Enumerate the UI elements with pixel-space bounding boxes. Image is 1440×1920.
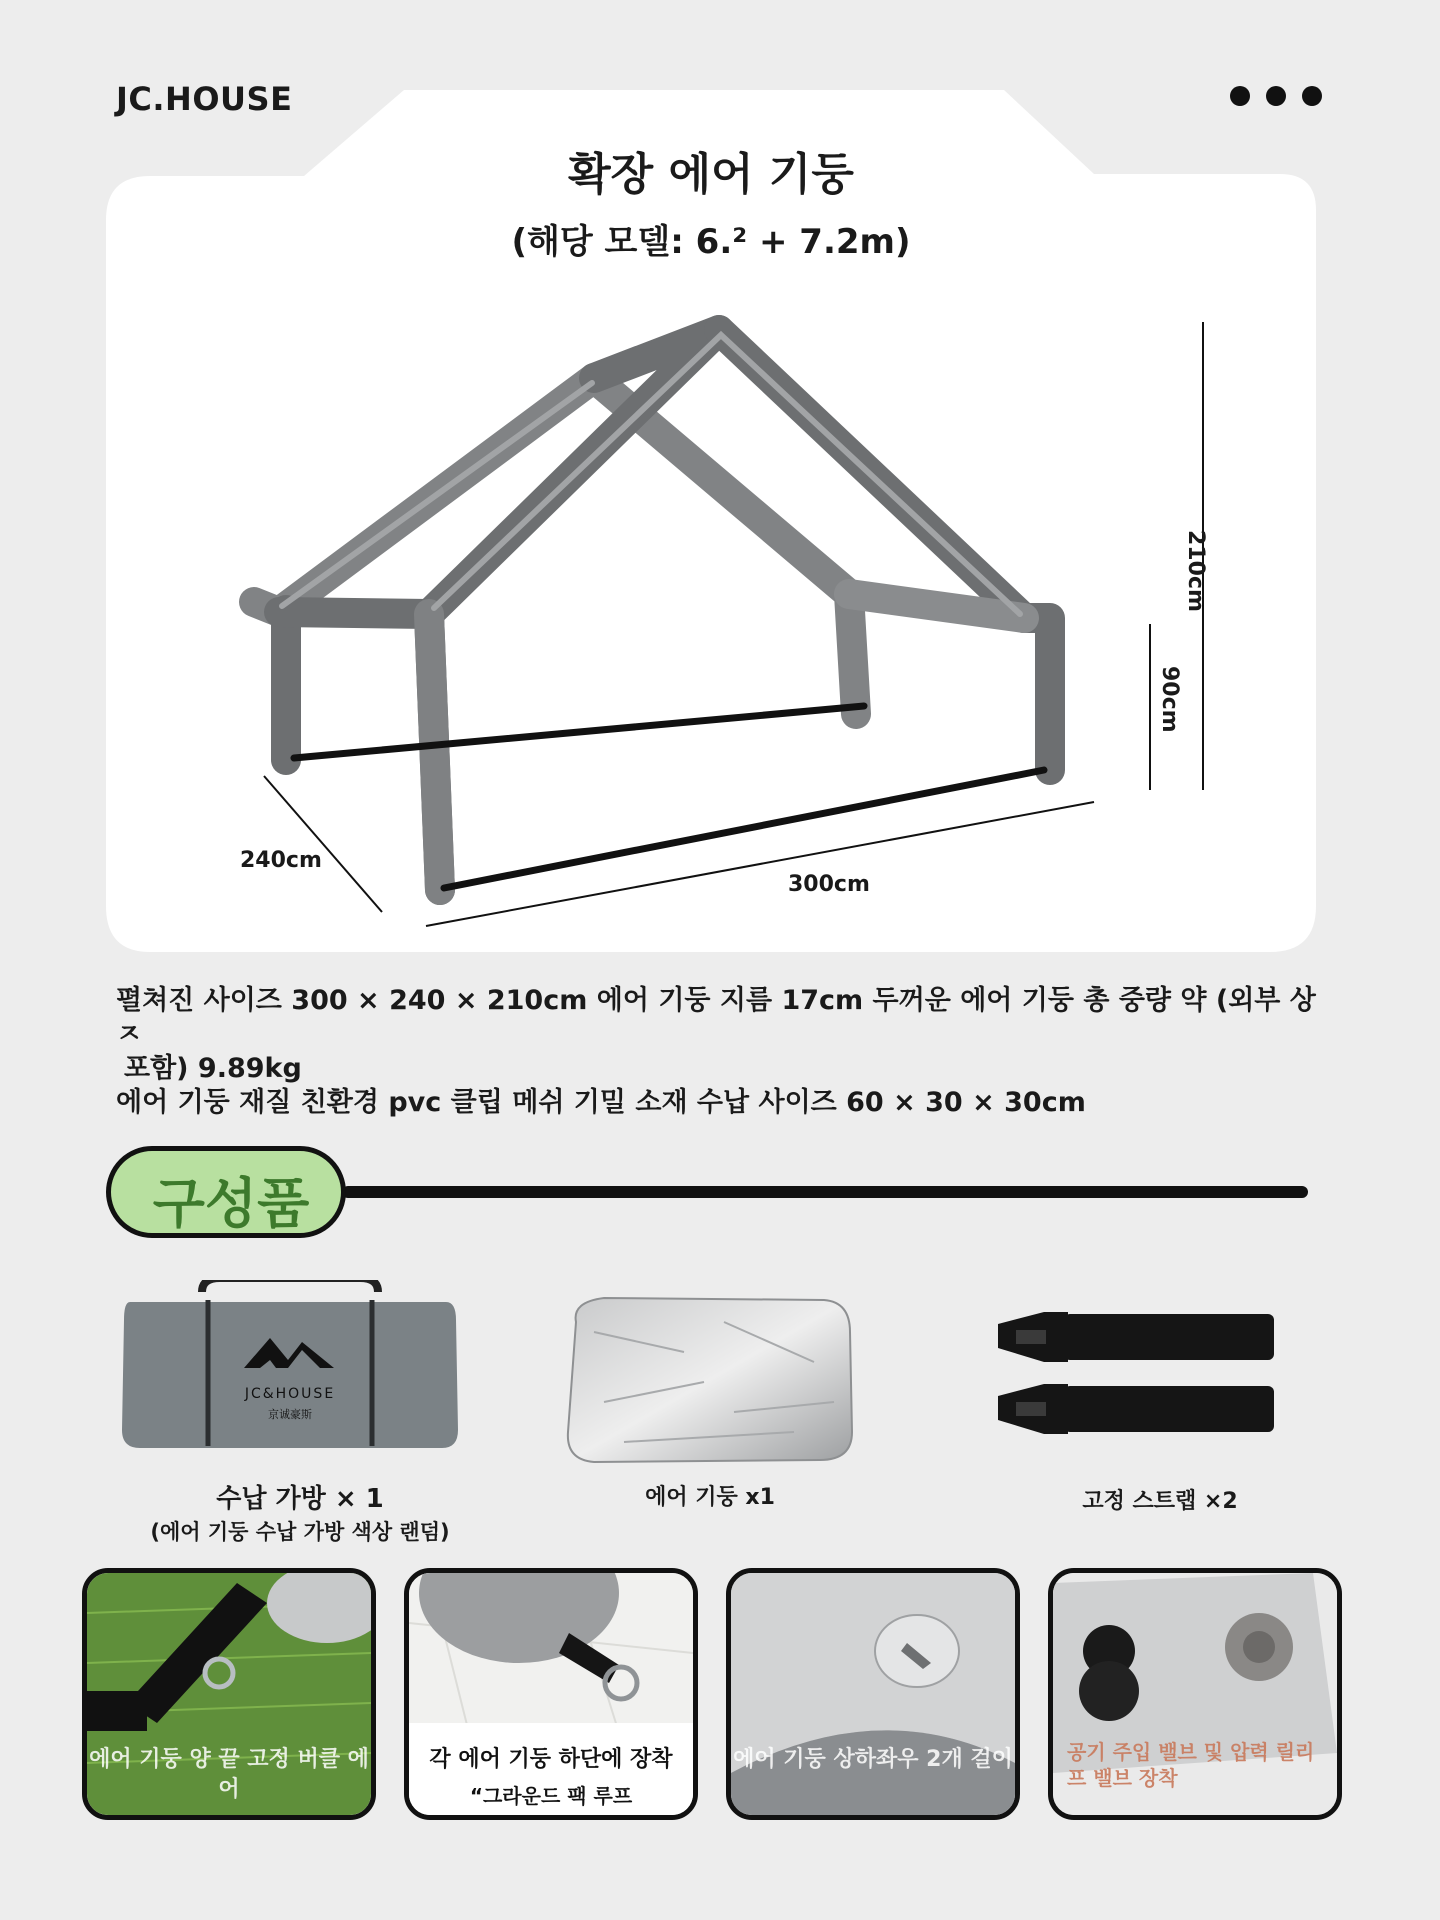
photo-caption: 공기 주입 밸브 및 압력 릴리프 밸브 장착 (1067, 1740, 1315, 1790)
air-pillar-package-image (564, 1292, 856, 1464)
detail-photo-valve (1048, 1568, 1342, 1820)
detail-photo-buckle (82, 1568, 376, 1820)
fixing-strap-image (994, 1300, 1284, 1450)
detail-photo-hook (726, 1568, 1020, 1820)
ground-loop-photo (409, 1573, 693, 1815)
bag-logo-text: JC&HOUSE (244, 1386, 336, 1402)
spec-text (116, 984, 1326, 1120)
detail-photo-ground-loop (404, 1568, 698, 1820)
photo-caption-2: “그라운드 팩 루프 (469, 1784, 633, 1808)
page-title: 확장 에어 기둥 (568, 149, 854, 200)
section-badge (106, 1146, 346, 1238)
bag-logo-cn-text: 京诚豪斯 (268, 1408, 312, 1421)
section-title: 구성품 (152, 1172, 310, 1235)
item-note-bag: (에어 기둥 수납 가방 색상 랜덤) (150, 1520, 450, 1544)
item-label-air-pillar: 에어 기둥 x1 (645, 1485, 775, 1510)
width-dimension: 300cm (788, 872, 870, 897)
spec-line: 에어 기둥 재질 친환경 pvc 클립 메쉬 기밀 소재 수납 사이즈 60 × 30 × 30cm (116, 1087, 1086, 1118)
photo-caption: 에어 기둥 양 끝 고정 버클 에어 (89, 1747, 369, 1802)
air-frame-illustration (104, 90, 1318, 956)
hook-photo (731, 1573, 1015, 1815)
components-section-header (106, 1142, 1306, 1242)
divider (342, 1186, 1308, 1198)
storage-bag-image (120, 1280, 460, 1452)
model-subtitle: (해당 모델: 6.² + 7.2m) (511, 222, 911, 262)
height-dimension: 210cm (1183, 530, 1208, 612)
brand-logo: JC.HOUSE (116, 80, 293, 118)
photo-caption: 에어 기둥 상하좌우 2개 걸이 (733, 1747, 1013, 1772)
side-height-dimension: 90cm (1157, 666, 1182, 733)
spec-line: 펼쳐진 사이즈 300 × 240 × 210cm 에어 기둥 지름 17cm 두꺼운 에어 기둥 총 중량 약 (외부 상ㅈ (116, 985, 1316, 1050)
depth-dimension: 240cm (240, 848, 322, 873)
hero-card (104, 90, 1318, 956)
item-label-strap: 고정 스트랩 ×2 (1082, 1489, 1238, 1514)
item-label-bag: 수납 가방 × 1 (216, 1484, 384, 1514)
spec-line: 포함) 9.89kg (124, 1053, 302, 1084)
photo-caption: 각 에어 기둥 하단에 장착 (429, 1747, 673, 1772)
